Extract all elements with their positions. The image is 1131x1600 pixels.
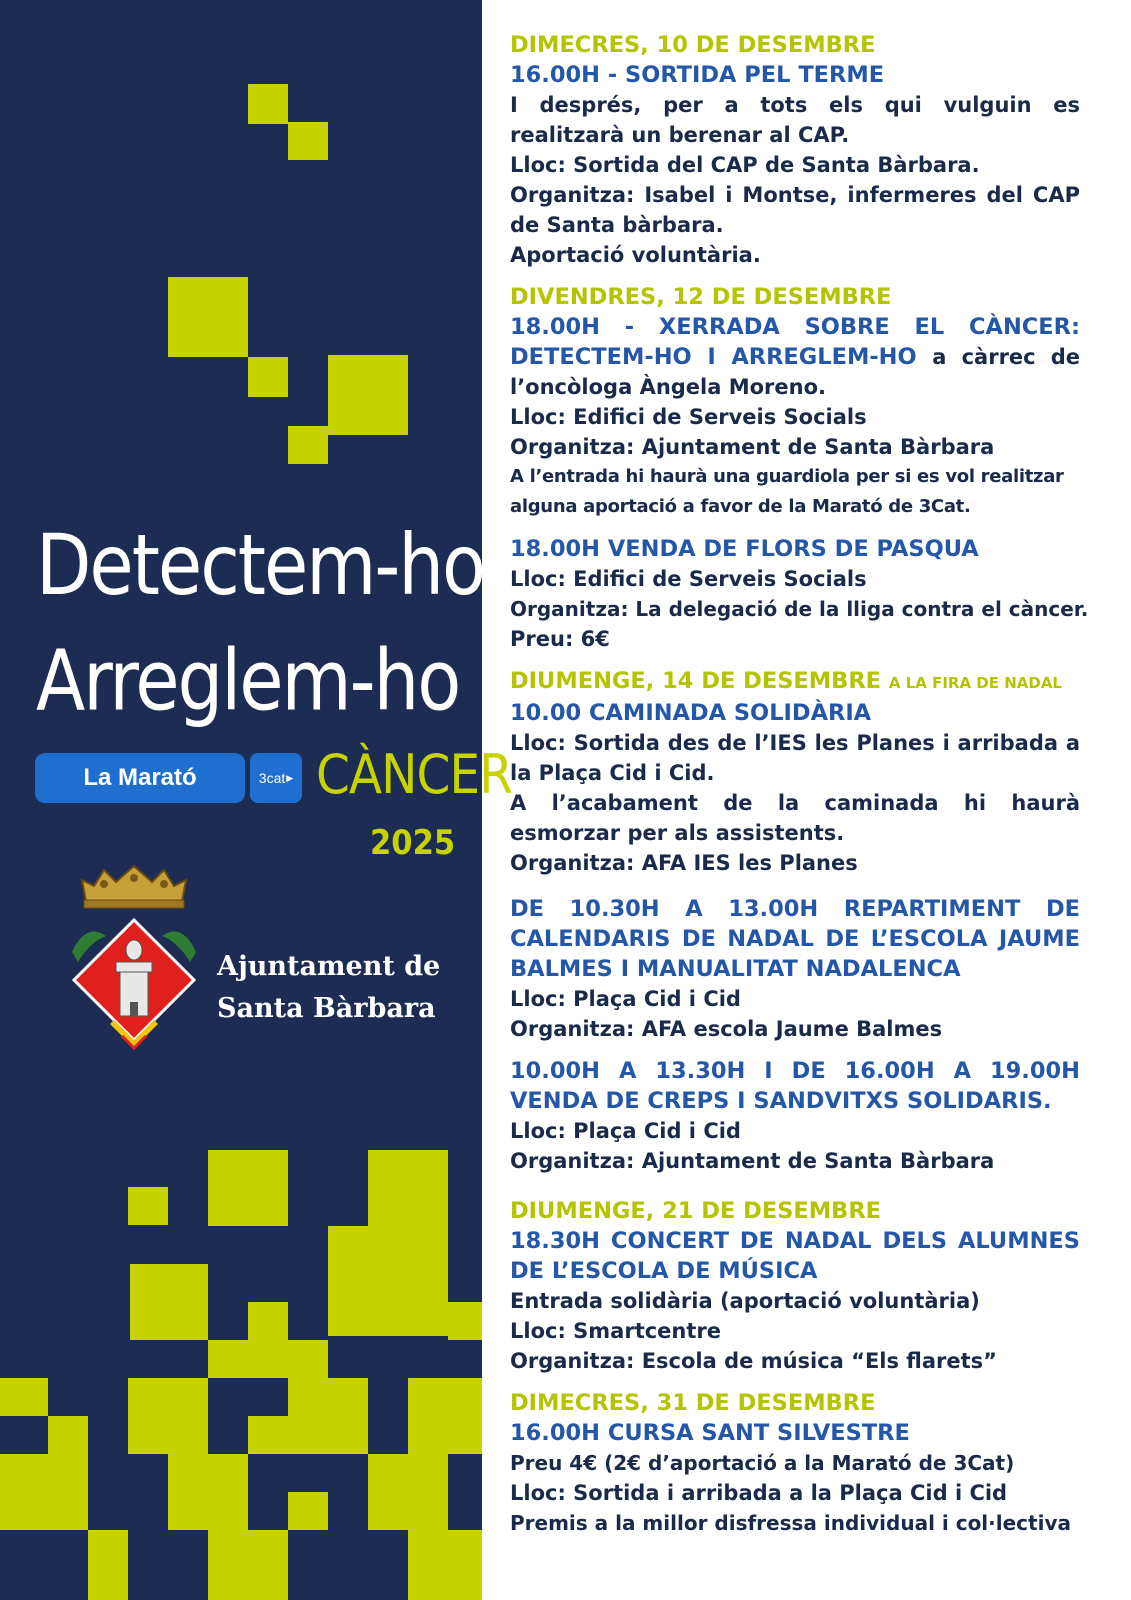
event-place: Lloc: Sortida i arribada a la Plaça Cid i Cid	[510, 1481, 1008, 1505]
event-date-suffix: A LA FIRA DE NADAL	[888, 674, 1062, 692]
event-note: A l’entrada hi haurà una guardiola per si es vol realitzar	[510, 466, 1064, 487]
event-price: Preu: 6€	[510, 627, 610, 651]
event-date-row	[510, 666, 1080, 698]
decor-square	[408, 1530, 482, 1600]
decor-square	[248, 1416, 328, 1454]
event-block	[510, 282, 1080, 522]
decor-square	[408, 1378, 482, 1454]
event-entry: Entrada solidària (aportació voluntària)	[510, 1289, 980, 1313]
decor-square	[0, 1454, 88, 1530]
event-date: DIUMENGE, 21 DE DESEMBRE	[510, 1198, 882, 1224]
council-name	[217, 946, 440, 1030]
event-list	[510, 30, 1089, 1538]
title-line-2: Arreglem-ho	[36, 631, 460, 730]
title-line-1: Detectem-ho	[36, 516, 485, 615]
event-place: Lloc: Sortida des de l’IES les Planes i arribada a la Plaça Cid i Cid.	[510, 731, 1080, 785]
decor-square	[288, 426, 328, 464]
decor-square	[0, 1378, 48, 1416]
council-line-2: Santa Bàrbara	[217, 993, 436, 1024]
event-headline: 18.00H VENDA DE FLORS DE PASQUA	[510, 536, 979, 562]
event-price: Preu 4€ (2€ d’aportació a la Marató de 3Cat)	[510, 1451, 1015, 1475]
decor-square	[208, 1530, 288, 1600]
event-place: Lloc: Edifici de Serveis Socials	[510, 405, 867, 429]
decor-square	[288, 1340, 328, 1416]
year-label: 2025	[370, 823, 456, 863]
event-place: Lloc: Edifici de Serveis Socials	[510, 567, 867, 591]
decor-square	[288, 122, 328, 160]
event-headline: 10.00H A 13.30H I DE 16.00H A 19.00H VENDA DE CREPS I SANDVITXS SOLIDARIS.	[510, 1058, 1080, 1114]
event-organizer: Organitza: AFA escola Jaume Balmes	[510, 1017, 943, 1041]
event-headline: 18.00H - XERRADA SOBRE EL CÀNCER: DETECTEM-HO I ARREGLEM-HO	[510, 314, 1080, 370]
decor-square	[128, 1378, 208, 1454]
3cat-label: 3cat	[258, 770, 286, 786]
decor-square	[208, 1150, 288, 1226]
event-headline: 16.00H - SORTIDA PEL TERME	[510, 62, 885, 88]
event-block	[510, 666, 1080, 878]
event-organizer: Organitza: AFA IES les Planes	[510, 851, 858, 875]
play-icon: ▶	[286, 772, 294, 783]
poster-title	[36, 508, 485, 739]
event-headline-wrap	[510, 312, 1080, 402]
event-date: DIVENDRES, 12 DE DESEMBRE	[510, 284, 892, 310]
event-date: DIUMENGE, 14 DE DESEMBRE	[510, 668, 882, 694]
council-line-1: Ajuntament de	[217, 951, 441, 982]
event-organizer: Organitza: La delegació de la lliga contra el càncer.	[510, 597, 1089, 621]
la-marato-logo: La Marató	[35, 753, 245, 803]
event-date: DIMECRES, 31 DE DESEMBRE	[510, 1390, 876, 1416]
event-headline: 10.00 CAMINADA SOLIDÀRIA	[510, 700, 872, 726]
event-note: alguna aportació a favor de la Marató de 3Cat.	[510, 496, 971, 517]
event-description: A l’acabament de la caminada hi haurà esmorzar per als assistents.	[510, 791, 1080, 845]
left-panel	[0, 0, 512, 1600]
decor-square	[328, 1226, 448, 1336]
event-organizer: Organitza: Isabel i Montse, infermeres del CAP de Santa bàrbara.	[510, 183, 1080, 237]
cancer-label: CÀNCER	[316, 743, 512, 806]
event-date: DIMECRES, 10 DE DESEMBRE	[510, 32, 876, 58]
event-place: Lloc: Plaça Cid i Cid	[510, 987, 741, 1011]
3cat-logo	[250, 753, 302, 803]
event-block	[510, 30, 1080, 270]
decor-square	[248, 357, 288, 397]
event-headline: DE 10.30H A 13.00H REPARTIMENT DE CALENDARIS DE NADAL DE L’ESCOLA JAUME BALMES I MANUALITAT NADALENCA	[510, 896, 1080, 982]
event-description: a càrrec de l’oncòloga Àngela Moreno.	[510, 345, 1081, 399]
decor-square	[328, 1378, 368, 1454]
event-organizer: Organitza: Escola de música “Els flarets”	[510, 1349, 997, 1373]
event-block	[510, 1196, 1080, 1376]
event-organizer: Organitza: Ajuntament de Santa Bàrbara	[510, 435, 995, 459]
decor-square	[288, 1492, 328, 1530]
decor-square	[448, 1302, 482, 1340]
event-block	[510, 1388, 1080, 1538]
event-headline: 16.00H CURSA SANT SILVESTRE	[510, 1420, 910, 1446]
decor-square	[368, 1150, 448, 1226]
event-place: Lloc: Sortida del CAP de Santa Bàrbara.	[510, 153, 980, 177]
decor-square	[208, 1340, 288, 1378]
coat-of-arms-icon	[64, 862, 204, 1062]
event-block	[510, 1056, 1080, 1176]
event-block	[510, 894, 1080, 1044]
decor-square	[168, 1454, 248, 1530]
event-place: Lloc: Plaça Cid i Cid	[510, 1119, 741, 1143]
decor-square	[128, 1187, 168, 1225]
decor-square	[328, 355, 408, 435]
event-extra: Aportació voluntària.	[510, 243, 761, 267]
event-block	[510, 534, 1089, 654]
event-headline: 18.30H CONCERT DE NADAL DELS ALUMNES DE L’ESCOLA DE MÚSICA	[510, 1228, 1080, 1284]
event-organizer: Organitza: Ajuntament de Santa Bàrbara	[510, 1149, 995, 1173]
decor-square	[48, 1416, 88, 1454]
event-prizes: Premis a la millor disfressa individual i col·lectiva	[510, 1511, 1071, 1535]
decor-square	[88, 1530, 128, 1600]
event-description: I després, per a tots els qui vulguin es realitzarà un berenar al CAP.	[510, 93, 1080, 147]
decor-square	[248, 1302, 288, 1340]
decor-square	[130, 1264, 208, 1340]
event-place: Lloc: Smartcentre	[510, 1319, 722, 1343]
decor-square	[168, 277, 248, 357]
decor-square	[368, 1454, 448, 1530]
decor-square	[248, 84, 288, 124]
